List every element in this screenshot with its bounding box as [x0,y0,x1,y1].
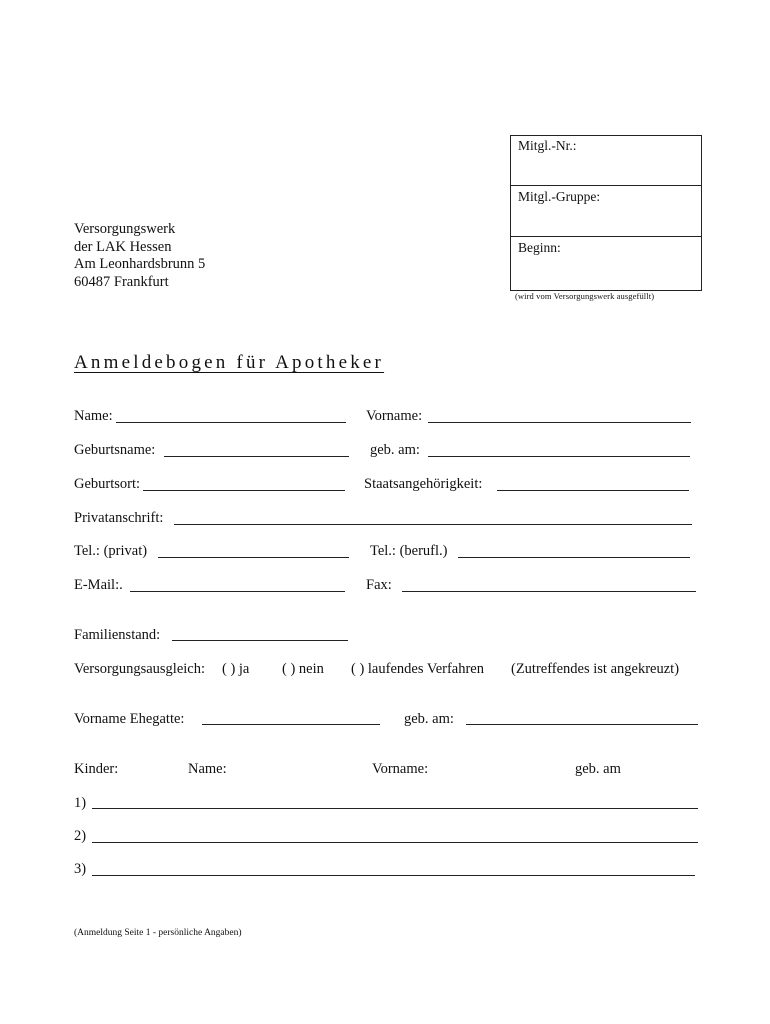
start-date-cell[interactable] [511,238,701,290]
staatsangehoerigkeit-label: Staatsangehörigkeit: [364,476,483,492]
staatsangehoerigkeit-field[interactable] [497,490,689,491]
address-line-3: Am Leonhardsbrunn 5 [74,256,206,272]
child-row-1-field[interactable] [92,808,698,809]
address-line-2: der LAK Hessen [74,238,172,255]
tel-berufl-field[interactable] [458,557,690,558]
child-row-2-number: 2) [74,828,87,844]
privatanschrift-field[interactable] [174,524,692,525]
geburtsname-field[interactable] [164,456,349,457]
option-ja[interactable]: ( ) ja [222,661,250,677]
page-footer-note: (Anmeldung Seite 1 - persönliche Angaben) [74,928,242,938]
ehegatte-geb-am-label: geb. am: [404,711,454,727]
start-date-label: Beginn: [518,240,561,255]
child-row-1-number: 1) [74,795,87,811]
tel-privat-field[interactable] [158,557,349,558]
form-title: Anmeldebogen für Apotheker [74,352,385,373]
kinder-vorname-header: Vorname: [372,761,429,777]
vorname-label: Vorname: [366,408,423,424]
office-use-note: (wird vom Versorgungswerk ausgefüllt) [515,291,655,301]
option-laufendes-verfahren[interactable]: ( ) laufendes Verfahren [351,661,484,677]
kinder-label: Kinder: [74,761,119,777]
address-line-4: 60487 Frankfurt [74,273,169,290]
tel-privat-label: Tel.: (privat) [74,543,148,559]
tel-berufl-label: Tel.: (berufl.) [370,543,448,559]
privatanschrift-label: Privatanschrift: [74,510,164,526]
name-field[interactable] [116,422,346,423]
kinder-geb-am-header: geb. am [575,761,621,777]
member-number-cell[interactable] [511,136,701,186]
email-field[interactable] [130,591,345,592]
vorname-ehegatte-field[interactable] [202,724,380,725]
geburtsort-field[interactable] [143,490,345,491]
email-label: E-Mail:. [74,577,123,593]
option-hint: (Zutreffendes ist angekreuzt) [511,661,680,677]
name-label: Name: [74,408,113,424]
geburtsort-label: Geburtsort: [74,476,141,492]
member-group-cell[interactable] [511,187,701,237]
familienstand-label: Familienstand: [74,627,161,643]
child-row-2-field[interactable] [92,842,698,843]
vorname-field[interactable] [428,422,691,423]
office-use-box [510,135,702,291]
child-row-3-number: 3) [74,861,87,877]
ehegatte-geb-am-field[interactable] [466,724,698,725]
fax-label: Fax: [366,577,392,593]
option-nein[interactable]: ( ) nein [282,661,324,677]
address-line-1: Versorgungswerk [74,221,176,237]
fax-field[interactable] [402,591,696,592]
member-number-label: Mitgl.-Nr.: [518,138,577,153]
recipient-address [74,221,205,291]
familienstand-field[interactable] [172,640,348,641]
child-row-3-field[interactable] [92,875,695,876]
vorname-ehegatte-label: Vorname Ehegatte: [74,711,185,727]
geb-am-field[interactable] [428,456,690,457]
member-group-label: Mitgl.-Gruppe: [518,189,601,204]
geburtsname-label: Geburtsname: [74,442,156,458]
versorgungsausgleich-label: Versorgungsausgleich: [74,661,206,677]
geb-am-label: geb. am: [370,442,420,458]
kinder-name-header: Name: [188,761,227,777]
